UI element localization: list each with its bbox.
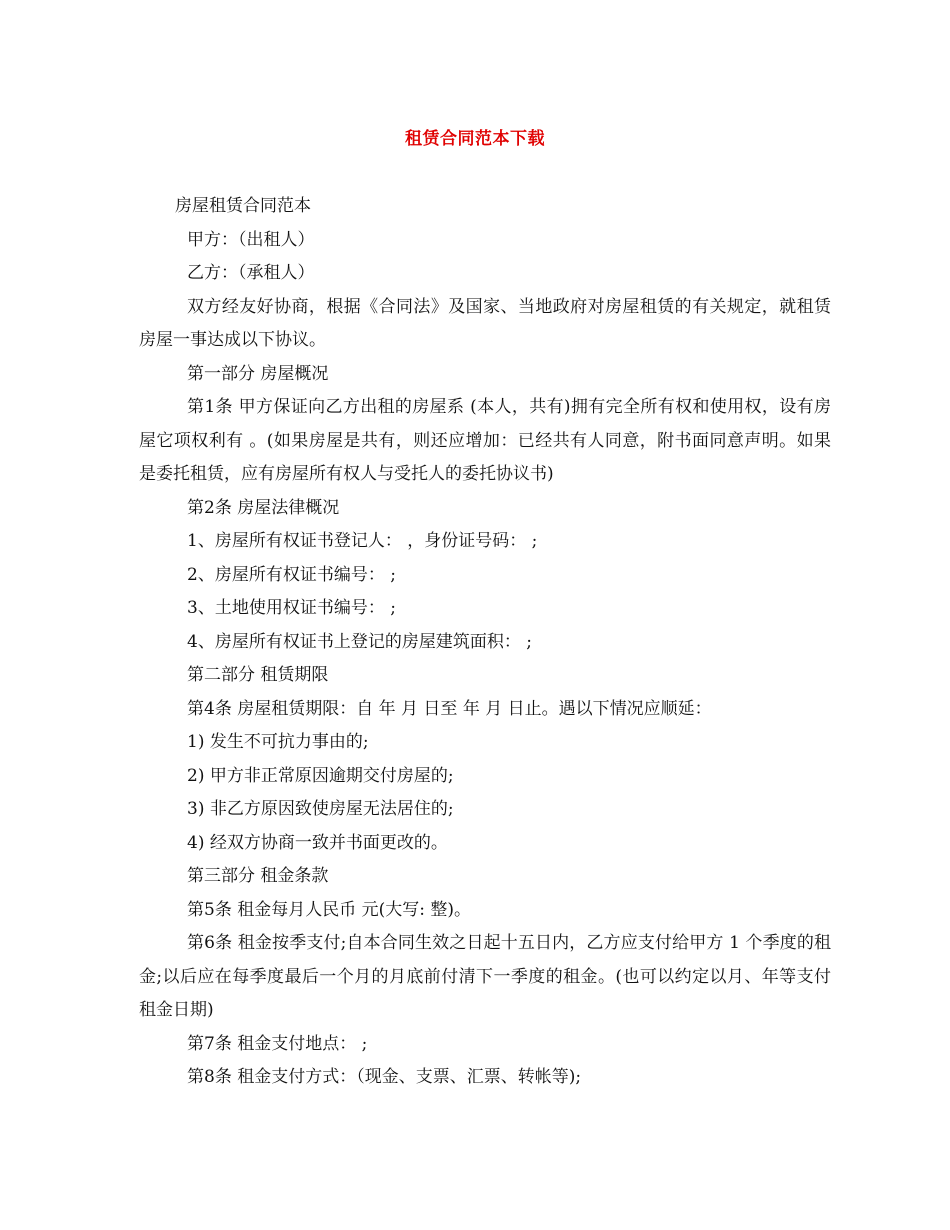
- list-item: 1、房屋所有权证书登记人： ，身份证号码： ;: [187, 531, 538, 551]
- paragraph-contract-name: 房屋租赁合同范本: [175, 196, 311, 216]
- list-item: 4、房屋所有权证书上登记的房屋建筑面积： ;: [187, 631, 532, 652]
- paragraph-article-5: 第5条 租金每月人民币 元(大写: 整)。: [187, 899, 472, 920]
- list-item: 2) 甲方非正常原因逾期交付房屋的;: [187, 765, 454, 786]
- list-item: 1) 发生不可抗力事由的;: [187, 732, 369, 752]
- list-item: 3) 非乙方原因致使房屋无法居住的;: [187, 799, 454, 819]
- paragraph-article-4: 第4条 房屋租赁期限：自 年 月 日至 年 月 日止。遇以下情况应顺延：: [187, 698, 712, 719]
- list-item: 4) 经双方协商一致并书面更改的。: [187, 832, 448, 853]
- document-title: 租赁合同范本下载: [405, 129, 545, 149]
- list-item: 3、土地使用权证书编号： ;: [187, 598, 396, 618]
- list-item: 2、房屋所有权证书编号： ;: [187, 564, 396, 585]
- paragraph-article-7: 第7条 租金支付地点： ;: [187, 1033, 368, 1054]
- paragraph-article-1: 第1条 甲方保证向乙方出租的房屋系 (本人，共有)拥有完全所有权和使用权，设有房屋它项权利有 。(如果房屋是共有，则还应增加：已经共有人同意，附书面同意声明。如果是委托租赁，应有房屋所有权人与受托人的委托协议书): [139, 397, 831, 484]
- document-body: [139, 190, 831, 1095]
- section-heading-part-3: 第三部分 租金条款: [187, 866, 329, 886]
- paragraph-article-2: 第2条 房屋法律概况: [187, 497, 340, 518]
- paragraph-preamble: 双方经友好协商，根据《合同法》及国家、当地政府对房屋租赁的有关规定，就租赁房屋一事达成以下协议。: [139, 296, 831, 350]
- paragraph-party-b: 乙方：（承租人）: [187, 263, 315, 283]
- section-heading-part-1: 第一部分 房屋概况: [187, 363, 329, 384]
- section-heading-part-2: 第二部分 租赁期限: [187, 665, 329, 685]
- paragraph-article-6: 第6条 租金按季支付;自本合同生效之日起十五日内，乙方应支付给甲方 1 个季度的租金;以后应在每季度最后一个月的月底前付清下一季度的租金。(也可以约定以月、年等支付租金日期): [139, 933, 831, 1020]
- paragraph-article-8: 第8条 租金支付方式：（现金、支票、汇票、转帐等);: [187, 1067, 582, 1087]
- paragraph-party-a: 甲方：（出租人）: [187, 229, 315, 250]
